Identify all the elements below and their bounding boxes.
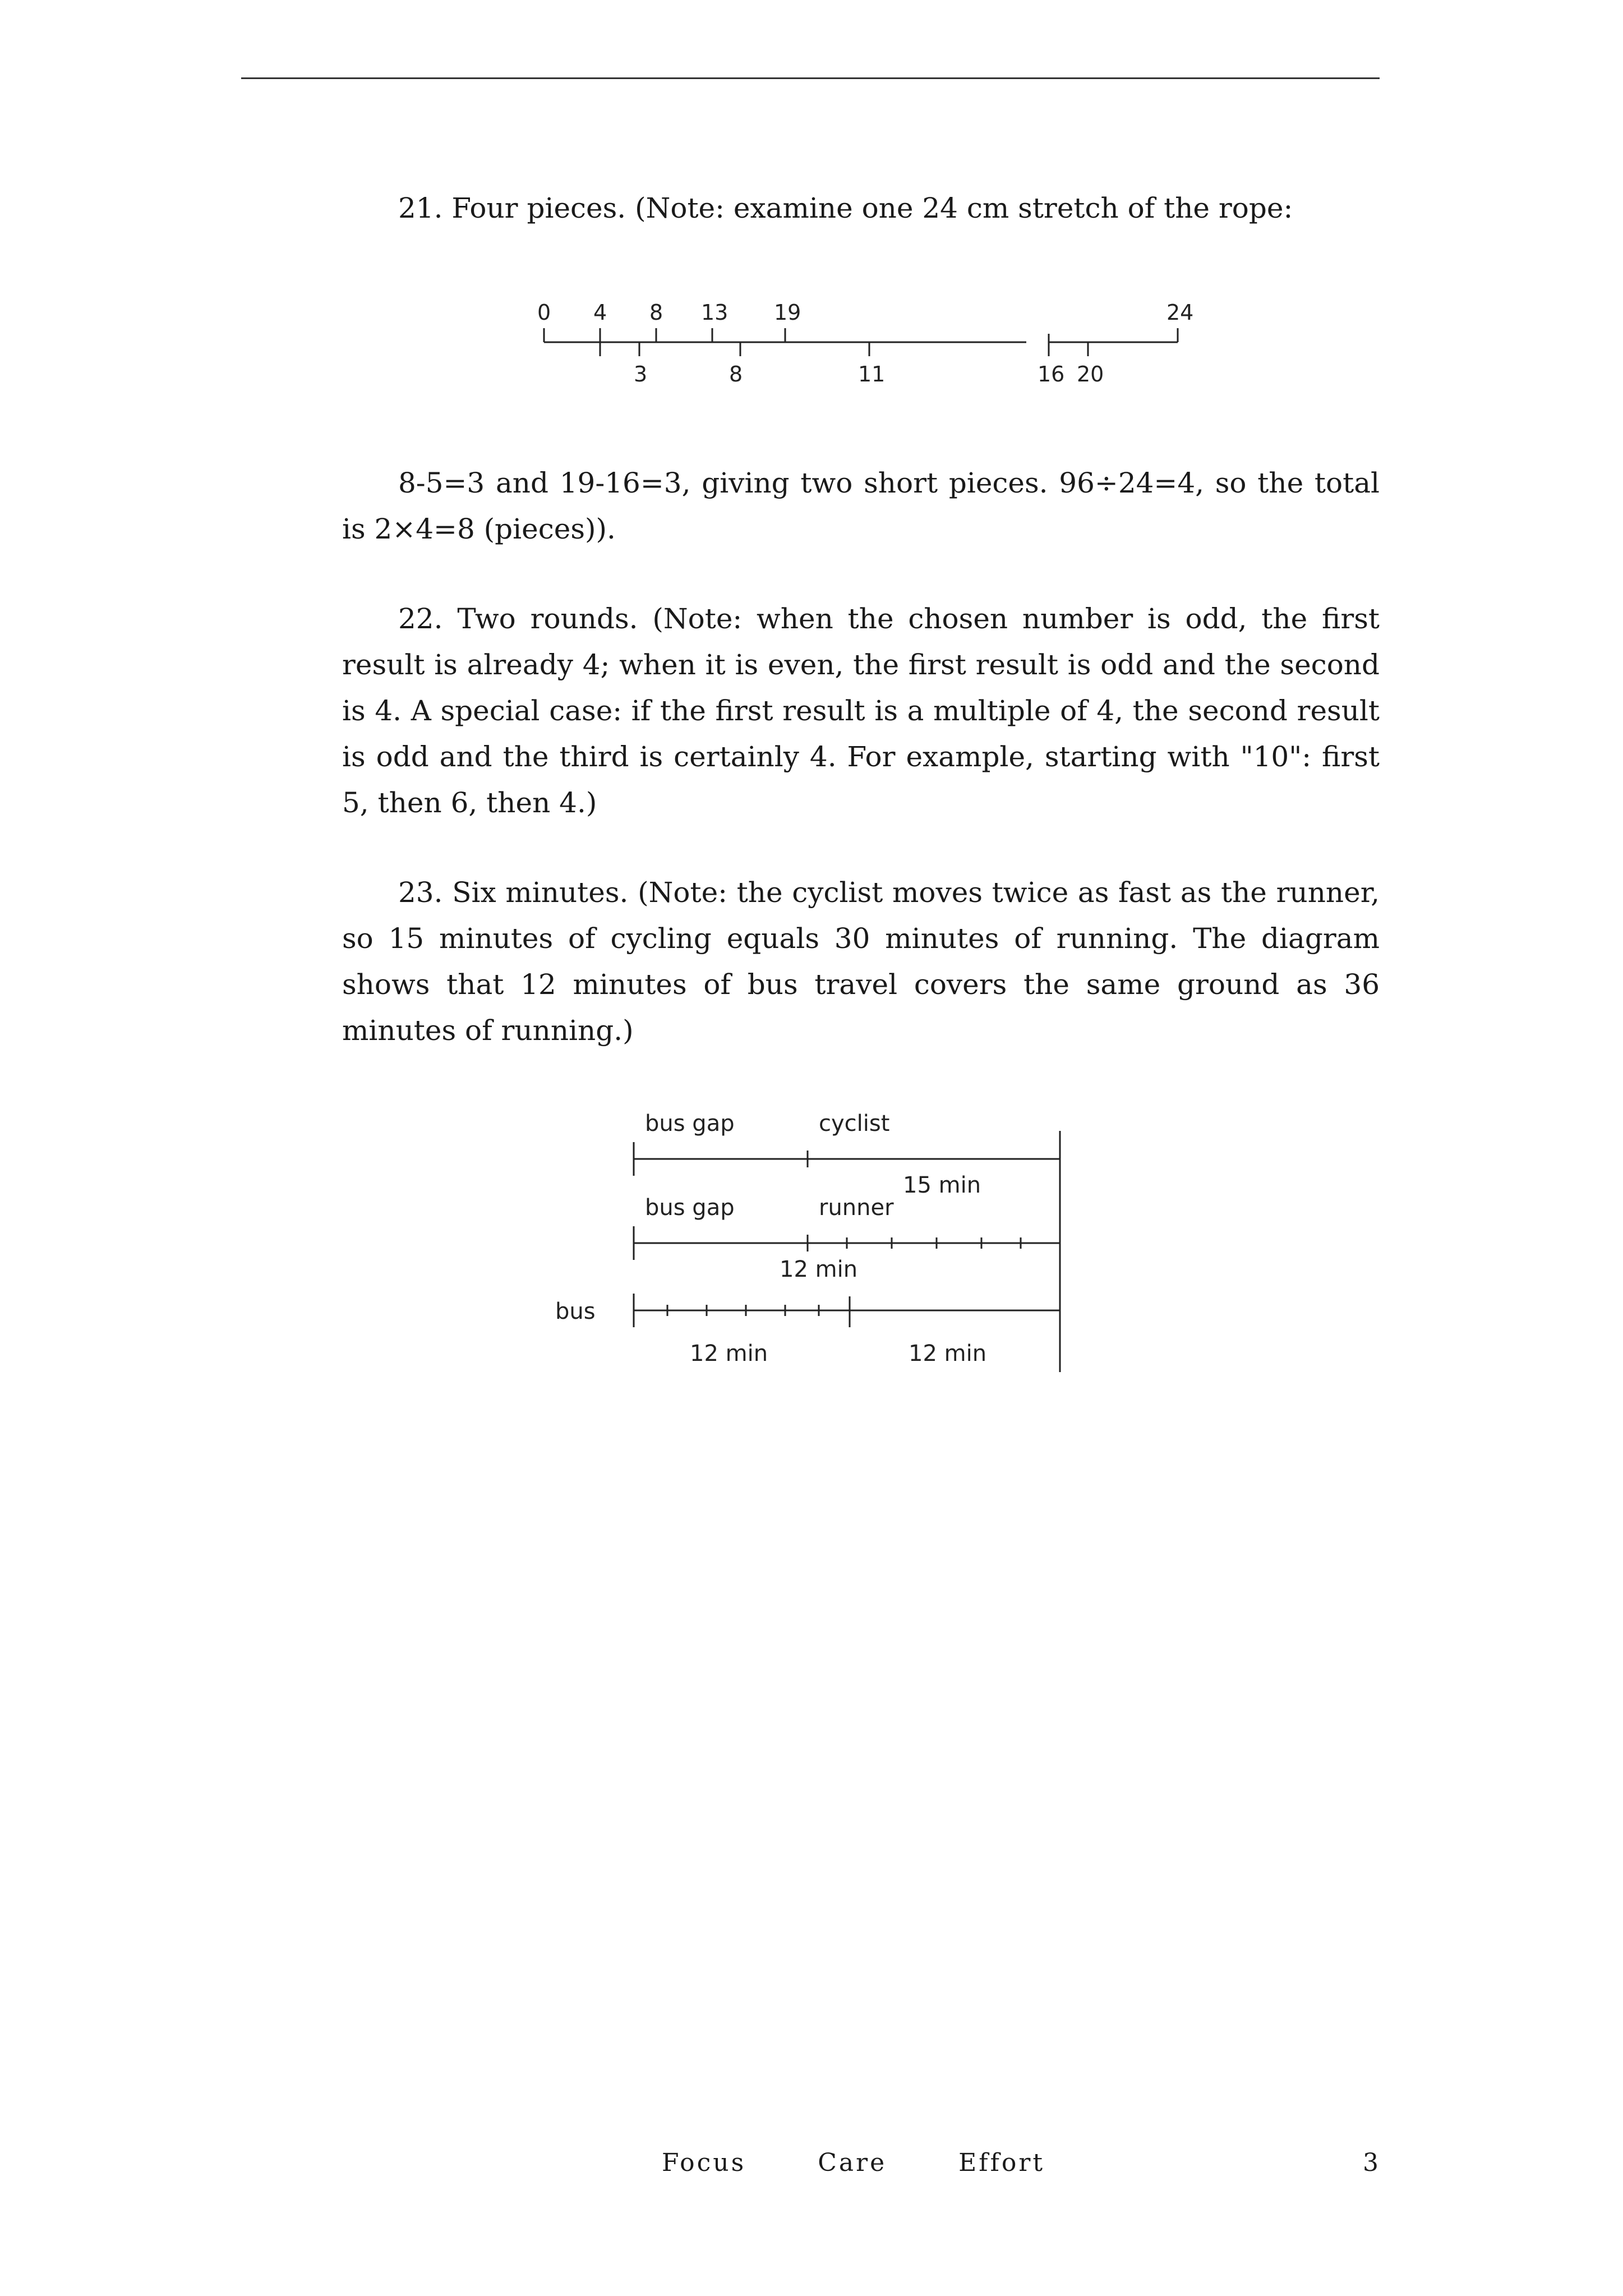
- ruler-top-label: 0: [537, 300, 551, 325]
- ruler-top-label: 19: [774, 300, 801, 325]
- answer-paragraph: 21. Four pieces. (Note: examine one 24 cm stretch of the rope:: [398, 192, 1293, 224]
- cyclist-span-label: bus gap: [645, 1111, 735, 1137]
- document-body: [342, 185, 1380, 1445]
- ruler-top-label: 4: [593, 300, 607, 325]
- runner-span-label: bus gap: [645, 1195, 735, 1221]
- cyclist-time-label: 15 min: [903, 1172, 981, 1198]
- footer-word: Effort: [958, 2148, 1045, 2177]
- answer-paragraph: 8-5=3 and 19-16=3, giving two short pieces. 96÷24=4, so the total is 2×4=8 (pieces)).: [342, 467, 1380, 545]
- ruler-bottom-label: 8: [729, 362, 743, 386]
- cyclist-mode-label: cyclist: [819, 1111, 890, 1137]
- ruler-diagram: [342, 275, 1380, 404]
- bus-left-time-label: 12 min: [690, 1341, 768, 1366]
- ruler-bottom-label: 16: [1038, 362, 1065, 386]
- ruler-top-label: 8: [649, 300, 663, 325]
- ruler-top-label: 24: [1166, 300, 1194, 325]
- footer-word: Focus: [662, 2148, 746, 2177]
- ruler-top-label: 13: [701, 300, 728, 325]
- footer-words: [662, 2148, 1106, 2177]
- answer-paragraph: 22. Two rounds. (Note: when the chosen number is odd, the first result is already 4; when it is even, the first result is odd and the second is 4. A special case: if the first result is a multiple of 4, the second result is odd and the third is certainly 4. For example, starting with "10": first 5, then 6, then 4.): [342, 602, 1380, 819]
- runner-time-label: 12 min: [780, 1257, 858, 1282]
- bus-mode-label: bus: [555, 1299, 596, 1324]
- page-number: 3: [1363, 2148, 1378, 2177]
- bus-right-time-label: 12 min: [909, 1341, 987, 1366]
- ruler-bottom-label: 3: [634, 362, 648, 386]
- runner-mode-label: runner: [819, 1195, 894, 1221]
- ruler-bottom-label: 20: [1077, 362, 1104, 386]
- ruler-bottom-label: 11: [858, 362, 886, 386]
- header-rule: [241, 77, 1380, 79]
- timing-diagram: [342, 1097, 1380, 1389]
- page-footer: [0, 2148, 1623, 2193]
- footer-word: Care: [818, 2148, 887, 2177]
- answer-paragraph: 23. Six minutes. (Note: the cyclist moves twice as fast as the runner, so 15 minutes of cycling equals 30 minutes of running. The diagram shows that 12 minutes of bus travel covers the same ground as 36 minutes of running.): [342, 876, 1380, 1047]
